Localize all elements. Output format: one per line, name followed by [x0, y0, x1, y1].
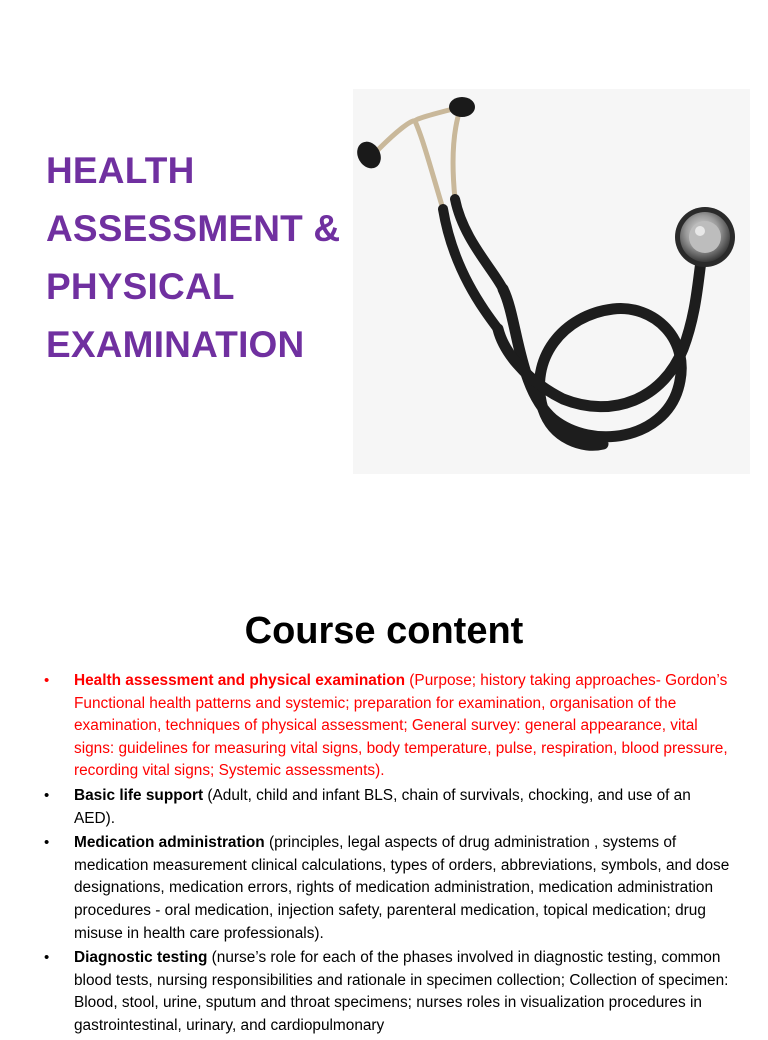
bullet-icon: •: [44, 834, 50, 852]
title-line-1: HEALTH: [46, 150, 195, 191]
title-line-4: EXAMINATION: [46, 324, 305, 365]
bullet-icon: •: [44, 786, 50, 804]
course-content-heading: Course content: [244, 610, 524, 652]
list-item: [44, 670, 734, 783]
course-content-list: [44, 670, 734, 1040]
slide-title: [46, 142, 366, 374]
item-text: (Purpose; history taking approaches- Gordon’s Functional health patterns and systemic; preparation for examination, organisation of the examination, techniques of physical assessment; General survey: general appearance, vital signs: guidelines for measuring vital signs, body temperature, pulse, respiration, blood pressure, recording vital signs; Systemic assessments).: [74, 672, 728, 780]
item-text: (nurse’s role for each of the phases involved in diagnostic testing, common blood tests, nursing responsibilities and rationale in specimen collection; Collection of specimen: Blood, stool, urine, sputum and throat specimens; nurses roles in visualization procedures in gastrointestinal, urinary, and cardiopulmonary: [74, 949, 729, 1034]
item-text: (principles, legal aspects of drug administration , systems of medication measurement clinical calculations, types of orders, abbreviations, symbols, and dose designations, medication errors, rights of medication administration, medication administration procedures - oral medication, injection safety, parenteral medication, topical medication; drug misuse in health care professionals).: [74, 834, 730, 942]
bullet-icon: •: [44, 949, 50, 967]
item-label: Health assessment and physical examination: [74, 672, 406, 689]
item-label: Basic life support: [74, 786, 204, 804]
item-text: (Adult, child and infant BLS, chain of survivals, chocking, and use of an AED).: [74, 786, 691, 827]
course-content-slide: [0, 560, 768, 1034]
list-item: [44, 832, 734, 945]
list-item: [44, 785, 734, 830]
title-line-2: ASSESSMENT &: [46, 208, 341, 249]
item-label: Diagnostic testing: [74, 949, 208, 967]
stethoscope-icon: [353, 89, 750, 474]
title-line-3: PHYSICAL: [46, 266, 235, 307]
item-label: Medication administration: [74, 834, 265, 852]
bullet-icon: •: [44, 672, 50, 689]
